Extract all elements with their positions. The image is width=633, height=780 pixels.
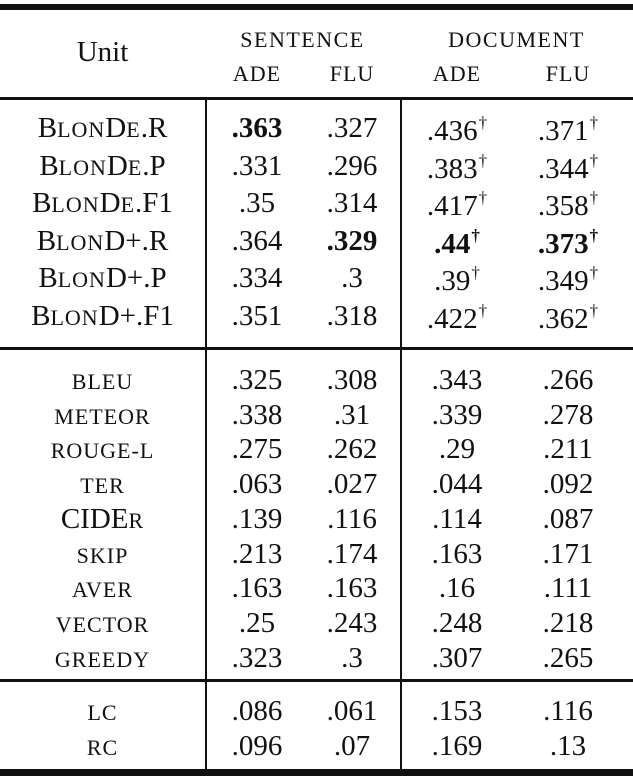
cell-value: .25 bbox=[238, 606, 276, 639]
cell-value: .358 bbox=[537, 190, 589, 222]
table-cell bbox=[207, 470, 307, 499]
metric-name-part: D+.P bbox=[105, 262, 167, 294]
significance-dagger: † bbox=[589, 263, 599, 282]
cell-value: .087 bbox=[542, 502, 594, 535]
table-cell bbox=[302, 697, 402, 726]
table-cell bbox=[302, 299, 402, 332]
table-cell bbox=[407, 227, 507, 259]
table-cell bbox=[518, 264, 618, 296]
table-cell bbox=[518, 732, 618, 761]
cell-value: .371 bbox=[537, 115, 589, 147]
table-cell bbox=[518, 641, 618, 674]
significance-dagger: † bbox=[589, 225, 599, 245]
table-cell bbox=[302, 264, 402, 293]
metric-name-part: D+.R bbox=[104, 224, 169, 257]
cell-value: .351 bbox=[231, 299, 283, 332]
cell-value: .325 bbox=[231, 364, 283, 396]
significance-dagger: † bbox=[589, 188, 599, 207]
metric-name bbox=[0, 224, 205, 257]
table-cell bbox=[302, 366, 402, 395]
cell-value: .422 bbox=[426, 302, 478, 335]
metric-name-part: .R bbox=[140, 112, 168, 144]
table-cell bbox=[207, 641, 307, 674]
cell-value: .29 bbox=[438, 433, 476, 466]
table-cell bbox=[207, 149, 307, 182]
metric-name-smallcaps: ROUGE-L bbox=[50, 438, 155, 464]
top-rule bbox=[0, 4, 633, 10]
significance-dagger: † bbox=[478, 188, 488, 207]
metric-name-smallcaps: LON bbox=[57, 117, 106, 142]
metric-name-part: .F1 bbox=[135, 187, 173, 219]
metric-name-part: D bbox=[105, 112, 127, 144]
metric-name bbox=[0, 574, 205, 603]
metric-name-part: D bbox=[106, 149, 128, 182]
metric-name-smallcaps: RC bbox=[86, 735, 119, 760]
cell-value: .248 bbox=[431, 606, 483, 639]
table-cell bbox=[302, 435, 402, 464]
table-cell bbox=[518, 189, 618, 221]
table-cell bbox=[207, 732, 307, 761]
metric-name-part: B bbox=[39, 149, 59, 182]
metric-name-part: B bbox=[37, 112, 58, 144]
sentence-group-header: SENTENCE bbox=[240, 27, 365, 52]
table-cell bbox=[302, 470, 402, 499]
metric-name-smallcaps: E bbox=[126, 117, 141, 142]
cell-value: .314 bbox=[326, 187, 378, 219]
metric-name bbox=[0, 644, 205, 673]
table-cell bbox=[518, 435, 618, 464]
cell-value: .296 bbox=[326, 149, 378, 182]
table-cell bbox=[207, 697, 307, 726]
table-cell bbox=[407, 114, 507, 146]
cell-value: .07 bbox=[333, 730, 371, 762]
table-cell bbox=[518, 470, 618, 499]
table-cell bbox=[518, 302, 618, 334]
table-cell bbox=[518, 227, 618, 259]
cell-value: .171 bbox=[542, 537, 594, 570]
metric-name-part: .P bbox=[142, 149, 166, 182]
table-cell bbox=[407, 152, 507, 184]
metric-name bbox=[0, 149, 205, 182]
cell-value: .343 bbox=[431, 364, 483, 396]
table-cell bbox=[407, 697, 507, 726]
metric-name bbox=[0, 609, 205, 638]
metric-name-smallcaps: E bbox=[120, 192, 136, 217]
table-cell bbox=[518, 606, 618, 639]
cell-value: .323 bbox=[231, 641, 283, 674]
table-cell bbox=[207, 114, 307, 143]
sentence-flu-header: FLU bbox=[329, 61, 375, 86]
metric-name-smallcaps: GREEDY bbox=[54, 646, 151, 672]
metric-name-smallcaps: E bbox=[127, 154, 143, 180]
significance-dagger: † bbox=[589, 150, 599, 170]
table-cell bbox=[518, 574, 618, 603]
cell-value: .417 bbox=[426, 190, 478, 222]
metric-name-smallcaps: SKIP bbox=[76, 542, 129, 568]
table-cell bbox=[407, 574, 507, 603]
cell-value: .265 bbox=[542, 641, 594, 674]
table-cell bbox=[207, 435, 307, 464]
metric-name-smallcaps: BLEU bbox=[71, 369, 134, 394]
metric-name-part: D+.F1 bbox=[98, 299, 174, 332]
cell-value: .262 bbox=[326, 433, 378, 466]
cell-value: .362 bbox=[537, 302, 589, 335]
metric-name-part: B bbox=[31, 299, 51, 332]
cell-value: .363 bbox=[231, 112, 283, 144]
table-cell bbox=[207, 189, 307, 218]
metric-name bbox=[0, 502, 205, 535]
metric-name bbox=[0, 401, 205, 430]
cell-value: .344 bbox=[537, 152, 589, 185]
table-cell bbox=[407, 537, 507, 570]
cell-value: .139 bbox=[231, 502, 283, 535]
table-cell bbox=[407, 606, 507, 639]
table-cell bbox=[407, 435, 507, 464]
metric-name-part: B bbox=[32, 187, 52, 219]
cell-value: .308 bbox=[326, 364, 378, 396]
metric-name bbox=[0, 732, 205, 761]
cell-value: .111 bbox=[543, 572, 593, 605]
table-cell bbox=[302, 398, 402, 431]
metric-name-part: CIDE bbox=[60, 502, 129, 535]
cell-value: .3 bbox=[341, 262, 363, 294]
metric-name-part: D bbox=[99, 187, 121, 219]
unit-header: Unit bbox=[76, 36, 129, 68]
cell-value: .153 bbox=[431, 695, 483, 727]
table-cell bbox=[518, 152, 618, 184]
metric-name bbox=[0, 189, 205, 218]
document-flu-header: FLU bbox=[545, 61, 591, 86]
cell-value: .163 bbox=[326, 572, 378, 605]
table-cell bbox=[302, 149, 402, 182]
section-rule-1 bbox=[0, 347, 633, 350]
metric-name-smallcaps: LON bbox=[58, 154, 107, 180]
metric-name bbox=[0, 470, 205, 499]
significance-dagger: † bbox=[478, 150, 488, 170]
metric-name bbox=[0, 697, 205, 726]
table-cell bbox=[407, 302, 507, 334]
metric-name-smallcaps: LON bbox=[57, 267, 106, 292]
significance-dagger: † bbox=[471, 263, 480, 282]
cell-value: .114 bbox=[432, 502, 482, 535]
table-cell bbox=[302, 189, 402, 218]
table-cell bbox=[302, 224, 402, 257]
table-cell bbox=[407, 641, 507, 674]
table-cell bbox=[518, 537, 618, 570]
cell-value: .243 bbox=[326, 606, 378, 639]
cell-value: .329 bbox=[326, 224, 378, 257]
table-cell bbox=[518, 398, 618, 431]
table-cell bbox=[302, 502, 402, 535]
metric-name-smallcaps: LON bbox=[56, 229, 105, 255]
sentence-ade-header: ADE bbox=[232, 61, 282, 86]
cell-value: .163 bbox=[231, 572, 283, 605]
metric-name bbox=[0, 366, 205, 395]
cell-value: .027 bbox=[326, 468, 378, 501]
table-cell bbox=[407, 732, 507, 761]
table-cell bbox=[207, 398, 307, 431]
cell-value: .086 bbox=[231, 695, 283, 727]
cell-value: .063 bbox=[231, 468, 283, 501]
table-cell bbox=[518, 114, 618, 146]
cell-value: .096 bbox=[231, 730, 283, 762]
metric-name bbox=[0, 114, 205, 143]
table-cell bbox=[207, 574, 307, 603]
cell-value: .218 bbox=[542, 606, 594, 639]
table-cell bbox=[207, 264, 307, 293]
cell-value: .169 bbox=[431, 730, 483, 762]
table-cell bbox=[207, 537, 307, 570]
cell-value: .061 bbox=[326, 695, 378, 727]
significance-dagger: † bbox=[478, 300, 488, 320]
metric-name bbox=[0, 435, 205, 464]
cell-value: .116 bbox=[327, 502, 377, 535]
cell-value: .044 bbox=[431, 468, 483, 501]
metric-name-smallcaps: VECTOR bbox=[55, 611, 150, 637]
metric-name-part: B bbox=[38, 262, 58, 294]
document-group-header: DOCUMENT bbox=[448, 27, 585, 52]
cell-value: .349 bbox=[537, 265, 589, 297]
table-cell bbox=[302, 606, 402, 639]
metric-name-part: B bbox=[36, 224, 57, 257]
table-cell bbox=[207, 299, 307, 332]
table-cell bbox=[407, 502, 507, 535]
cell-value: .092 bbox=[542, 468, 594, 501]
table-cell bbox=[302, 114, 402, 143]
table-cell bbox=[407, 264, 507, 296]
cell-value: .35 bbox=[238, 187, 276, 219]
header-rule bbox=[0, 97, 633, 100]
cell-value: .174 bbox=[326, 537, 378, 570]
cell-value: .334 bbox=[231, 262, 283, 294]
table-cell bbox=[407, 366, 507, 395]
table-cell bbox=[207, 606, 307, 639]
cell-value: .338 bbox=[231, 398, 283, 431]
metric-name-smallcaps: AVER bbox=[71, 577, 134, 603]
metric-name bbox=[0, 540, 205, 569]
cell-value: .278 bbox=[542, 398, 594, 431]
cell-value: .44 bbox=[434, 227, 471, 260]
cell-value: .275 bbox=[231, 433, 283, 466]
metric-name-smallcaps: LON bbox=[51, 192, 100, 217]
table-cell bbox=[518, 697, 618, 726]
metric-name bbox=[0, 299, 205, 332]
section-rule-2 bbox=[0, 679, 633, 682]
table-cell bbox=[207, 366, 307, 395]
metric-name-smallcaps: METEOR bbox=[54, 403, 151, 429]
cell-value: .211 bbox=[543, 433, 593, 466]
cell-value: .318 bbox=[326, 299, 378, 332]
cell-value: .13 bbox=[549, 730, 587, 762]
cell-value: .31 bbox=[333, 398, 371, 431]
cell-value: .3 bbox=[341, 641, 363, 674]
cell-value: .331 bbox=[231, 149, 283, 182]
table-cell bbox=[302, 537, 402, 570]
cell-value: .383 bbox=[426, 152, 478, 185]
metric-name-smallcaps: R bbox=[128, 507, 145, 533]
table-cell bbox=[302, 574, 402, 603]
cell-value: .16 bbox=[438, 572, 476, 605]
table-cell bbox=[407, 189, 507, 221]
cell-value: .436 bbox=[426, 115, 478, 147]
cell-value: .307 bbox=[431, 641, 483, 674]
cell-value: .327 bbox=[326, 112, 378, 144]
cell-value: .339 bbox=[431, 398, 483, 431]
table-cell bbox=[407, 470, 507, 499]
metric-name-smallcaps: TER bbox=[80, 473, 125, 499]
significance-dagger: † bbox=[589, 300, 599, 320]
table-cell bbox=[407, 398, 507, 431]
cell-value: .213 bbox=[231, 537, 283, 570]
metric-name-smallcaps: LC bbox=[87, 700, 118, 725]
cell-value: .116 bbox=[543, 695, 593, 727]
cell-value: .364 bbox=[231, 224, 283, 257]
document-ade-header: ADE bbox=[432, 61, 482, 86]
table-cell bbox=[302, 641, 402, 674]
cell-value: .373 bbox=[537, 227, 589, 260]
significance-dagger: † bbox=[478, 113, 488, 132]
cell-value: .39 bbox=[434, 265, 471, 297]
table-cell bbox=[518, 502, 618, 535]
table-cell bbox=[207, 502, 307, 535]
significance-dagger: † bbox=[471, 225, 480, 245]
table-cell bbox=[302, 732, 402, 761]
metric-name-smallcaps: LON bbox=[50, 304, 99, 330]
cell-value: .163 bbox=[431, 537, 483, 570]
table-cell bbox=[518, 366, 618, 395]
bottom-rule bbox=[0, 769, 633, 776]
metric-name bbox=[0, 264, 205, 293]
cell-value: .266 bbox=[542, 364, 594, 396]
significance-dagger: † bbox=[589, 113, 599, 132]
table-cell bbox=[207, 224, 307, 257]
